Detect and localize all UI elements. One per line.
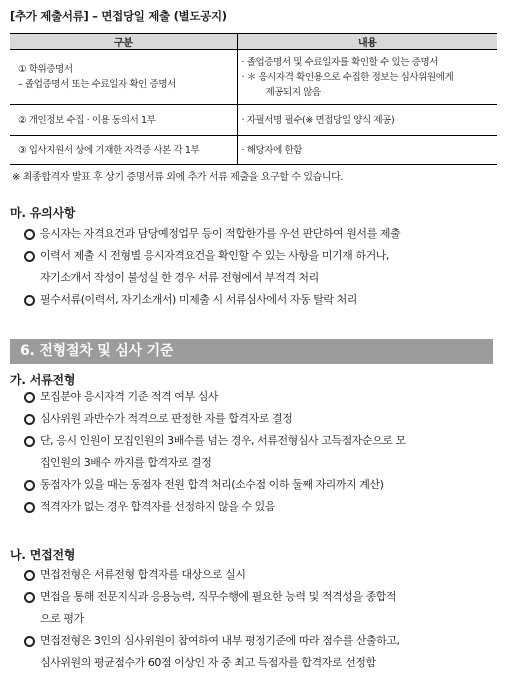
row-category-consent bbox=[10, 105, 237, 136]
document-title: [추가 제출서류] – 면접당일 제출 (별도공지) bbox=[10, 9, 227, 23]
content-line: · 해당자에 한함 bbox=[241, 144, 303, 156]
section-6-title-bar: 6. 전형절차 및 심사 기준 bbox=[10, 339, 493, 364]
category-line: ② 개인정보 수집 · 이용 동의서 1부 bbox=[18, 114, 156, 126]
category-line: ① 학위증명서 bbox=[18, 64, 73, 75]
content-line: · 자필서명 필수(※ 면접당일 양식 제공) bbox=[241, 114, 395, 126]
category-line: – 졸업증명서 또는 수료일자 확인 증명서 bbox=[18, 79, 176, 90]
list-item: 응시자는 자격요건과 담당예정업무 등이 적합한가를 우선 판단하여 원서를 제출 bbox=[24, 223, 494, 245]
circle-bullet-icon bbox=[24, 570, 35, 581]
content-line: · ＊ 응시자격 확인용으로 수집한 정보는 심사위원에게 bbox=[241, 71, 454, 83]
list-item: 면접을 통해 전문지식과 응용능력, 직무수행에 필요한 능력 및 적격성을 종합적 으로 평가 bbox=[24, 586, 494, 630]
table-header-row bbox=[10, 34, 497, 50]
circle-bullet-icon bbox=[24, 502, 35, 513]
content-line: · 졸업증명서 및 수료일자를 확인할 수 있는 증명서 bbox=[241, 56, 438, 68]
circle-bullet-icon bbox=[24, 392, 35, 403]
row-content-consent bbox=[237, 105, 497, 136]
circle-bullet-icon bbox=[24, 229, 35, 240]
interview-heading: 나. 면접전형 bbox=[10, 548, 76, 562]
circle-bullet-icon bbox=[24, 251, 35, 262]
circle-bullet-icon bbox=[24, 414, 35, 425]
cautions-list bbox=[24, 223, 494, 311]
list-item: 필수서류(이력서, 자기소개서) 미제출 시 서류심사에서 자동 탈락 처리 bbox=[24, 289, 494, 311]
additional-documents-note: ※ 최종합격자 발표 후 상기 증명서류 외에 추가 서류 제출을 요구할 수 있습니다. bbox=[12, 172, 344, 183]
list-item: 모집분야 응시자격 기준 적격 여부 심사 bbox=[24, 386, 494, 408]
row-category-certificates bbox=[10, 136, 237, 165]
interview-list bbox=[24, 564, 494, 674]
list-item: 면접전형은 3인의 심사위원이 참여하여 내부 평정기준에 따라 점수를 산출하고, 심사위원의 평균점수가 60점 이상인 자 중 최고 득점자를 합격자로 선정함 bbox=[24, 630, 494, 674]
row-content-diploma bbox=[237, 50, 497, 105]
list-item: 면접전형은 서류전형 합격자를 대상으로 실시 bbox=[24, 564, 494, 586]
list-item: 단, 응시 인원이 모집인원의 3배수를 넘는 경우, 서류전형심사 고득점자순으로 모 집인원의 3배수 까지를 합격자로 결정 bbox=[24, 430, 494, 474]
circle-bullet-icon bbox=[24, 436, 35, 447]
row-content-certificates bbox=[237, 136, 497, 165]
row-category-diploma bbox=[10, 50, 237, 105]
content-line: 제공되지 않음 bbox=[265, 86, 321, 98]
document-screening-list bbox=[24, 386, 494, 518]
list-item: 심사위원 과반수가 적격으로 판정한 자를 합격자로 결정 bbox=[24, 408, 494, 430]
table-row bbox=[10, 50, 497, 105]
circle-bullet-icon bbox=[24, 480, 35, 491]
table-row bbox=[10, 105, 497, 136]
required-documents-table bbox=[10, 33, 497, 165]
category-line: ③ 입사지원서 상에 기재한 자격증 사본 각 1부 bbox=[18, 144, 200, 156]
list-item: 동점자가 있을 때는 동점자 전원 합격 처리(소수점 이하 둘째 자리까지 계산) bbox=[24, 474, 494, 496]
column-header-category: 구분 bbox=[10, 34, 237, 50]
table-row bbox=[10, 136, 497, 165]
document-screening-heading: 가. 서류전형 bbox=[10, 373, 76, 387]
list-item: 적격자가 없는 경우 합격자를 선정하지 않을 수 있음 bbox=[24, 496, 494, 518]
circle-bullet-icon bbox=[24, 592, 35, 603]
cautions-heading: 마. 유의사항 bbox=[10, 206, 76, 220]
circle-bullet-icon bbox=[24, 295, 35, 306]
column-header-content: 내용 bbox=[237, 34, 497, 50]
circle-bullet-icon bbox=[24, 636, 35, 647]
list-item: 이력서 제출 시 전형별 응시자격요건을 확인할 수 있는 사항을 미기재 하거나, 자기소개서 작성이 불성실 한 경우 서류 전형에서 부적격 처리 bbox=[24, 245, 494, 289]
